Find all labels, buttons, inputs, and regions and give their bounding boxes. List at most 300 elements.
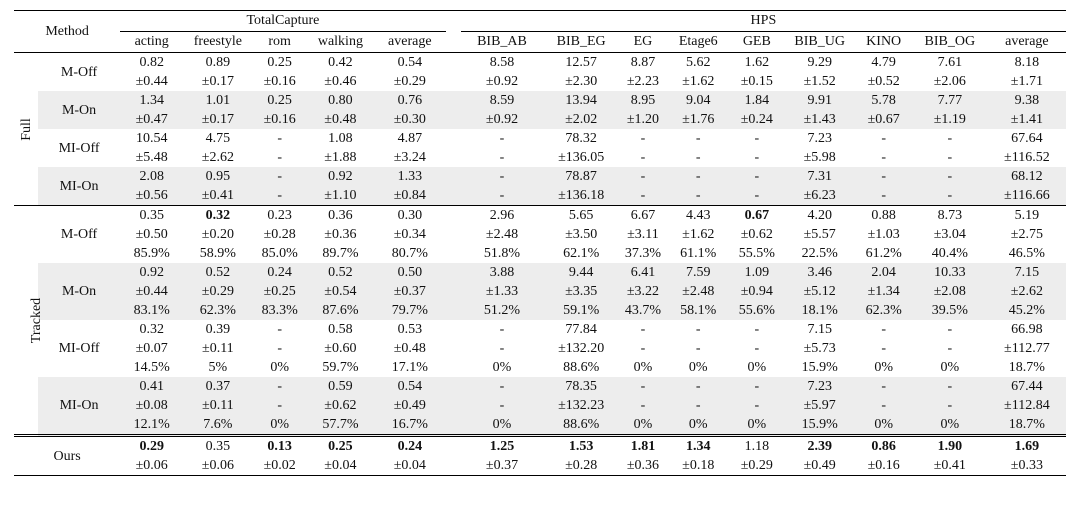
table-cell: 0% [747, 417, 767, 432]
table-cell: ±0.16 [855, 456, 911, 476]
table-cell: ±5.97 [803, 398, 836, 413]
table-cell: ±1.34 [867, 284, 900, 299]
table-cell: ±0.15 [740, 74, 773, 89]
table-cell: 68.12 [1011, 169, 1043, 184]
table-cell: ±2.48 [485, 227, 519, 242]
table-cell: 3.46 [807, 265, 832, 280]
method-name: MI-On [38, 377, 120, 436]
table-cell: ±0.41 [912, 456, 988, 476]
table-cell: - [754, 341, 760, 356]
table-cell: 6.41 [630, 265, 656, 280]
table-cell: 0.37 [205, 379, 231, 394]
gap-cell [446, 301, 461, 320]
table-cell: ±0.50 [135, 227, 168, 242]
hps-header: HPS [461, 11, 1066, 32]
gap-cell [446, 91, 461, 110]
table-cell: 1.33 [397, 169, 423, 184]
table-cell: ±5.98 [803, 150, 836, 165]
table-cell: 77.84 [565, 322, 597, 337]
table-cell: 0.24 [267, 265, 292, 280]
table-cell: - [754, 131, 760, 146]
table-cell: 1.08 [328, 131, 353, 146]
table-cell: 80.7% [391, 246, 428, 261]
table-cell: ±0.04 [307, 456, 374, 476]
table-cell: - [277, 169, 282, 184]
table-cell: ±1.20 [626, 112, 660, 127]
table-cell: 0.76 [397, 93, 423, 108]
table-cell: 0.25 [253, 53, 307, 73]
table-cell: - [881, 322, 887, 337]
table-cell: ±1.62 [682, 227, 715, 242]
table-cell: 58.9% [199, 246, 236, 261]
gap-cell [446, 186, 461, 206]
table-cell: 59.7% [322, 360, 359, 375]
table-cell: 62.1% [563, 246, 600, 261]
gap-cell [446, 282, 461, 301]
table-cell: 5.78 [871, 93, 896, 108]
table-cell: ±0.16 [263, 74, 296, 89]
table-cell: ±5.48 [135, 150, 168, 165]
method-name-ours: Ours [14, 436, 120, 476]
table-cell: - [640, 169, 646, 184]
table-cell: 2.96 [461, 206, 543, 226]
table-cell: - [754, 398, 760, 413]
table-cell: ±0.29 [730, 456, 784, 476]
gap-cell [446, 110, 461, 129]
table-cell: - [695, 322, 701, 337]
table-cell: ±0.18 [667, 456, 730, 476]
table-cell: 51.2% [483, 303, 521, 318]
table-cell: - [754, 188, 760, 203]
gap-cell [446, 167, 461, 186]
table-cell: 13.94 [565, 93, 597, 108]
table-cell: 78.87 [565, 169, 597, 184]
header-gap [446, 11, 461, 32]
table-cell: ±0.60 [324, 341, 357, 356]
table-cell: ±0.04 [374, 456, 446, 476]
table-row [14, 148, 1066, 167]
col-header-hps-etage6: Etage6 [678, 34, 718, 49]
table-cell: 7.59 [686, 265, 711, 280]
table-cell: ±0.02 [253, 456, 307, 476]
col-header-gap [446, 32, 461, 53]
table-cell: 1.53 [543, 436, 619, 457]
table-cell: 4.43 [667, 206, 730, 226]
table-cell: - [499, 169, 505, 184]
table-cell: 0% [492, 360, 512, 375]
table-cell: - [499, 188, 505, 203]
table-cell: 2.08 [139, 169, 164, 184]
table-cell: 85.0% [261, 246, 298, 261]
table-cell: 0% [688, 417, 708, 432]
table-cell: ±0.67 [867, 112, 900, 127]
table-cell: 0.24 [374, 436, 446, 457]
table-cell: 7.23 [807, 131, 832, 146]
column-header-row [14, 32, 1066, 53]
table-cell: 62.3% [199, 303, 236, 318]
col-header-hps-average: average [1005, 34, 1049, 49]
table-cell: ±6.23 [803, 188, 836, 203]
table-cell: 83.3% [261, 303, 298, 318]
table-cell: 66.98 [1011, 322, 1043, 337]
totalcapture-header: TotalCapture [120, 11, 445, 32]
table-cell: 0.50 [397, 265, 423, 280]
table-cell: 9.04 [686, 93, 711, 108]
table-cell: 59.1% [563, 303, 600, 318]
table-cell: 1.09 [744, 265, 770, 280]
table-cell: - [754, 379, 760, 394]
table-cell: 15.9% [801, 417, 838, 432]
table-cell: ±0.11 [202, 341, 234, 356]
table-row [14, 225, 1066, 244]
table-cell: 18.7% [1008, 417, 1045, 432]
table-cell: ±116.52 [1004, 150, 1050, 165]
table-cell: 0% [874, 360, 894, 375]
table-cell: ±0.24 [740, 112, 773, 127]
table-cell: - [881, 398, 887, 413]
table-cell: 1.18 [730, 436, 784, 457]
gap-cell [446, 339, 461, 358]
table-cell: ±0.17 [201, 112, 234, 127]
table-cell: 18.7% [1008, 360, 1045, 375]
table-cell: ±2.02 [565, 112, 598, 127]
table-cell: - [640, 379, 646, 394]
table-cell: ±0.06 [183, 456, 252, 476]
table-cell: 0.92 [139, 265, 164, 280]
table-cell: 0.35 [120, 206, 183, 226]
table-cell: - [499, 150, 505, 165]
table-cell: ±3.50 [565, 227, 598, 242]
table-cell: ±1.43 [803, 112, 836, 127]
table-cell: ±1.03 [867, 227, 900, 242]
table-cell: ±0.92 [485, 74, 519, 89]
table-cell: ±0.49 [784, 456, 856, 476]
table-cell: 1.34 [139, 93, 164, 108]
col-header-hps-eg: EG [633, 34, 653, 49]
table-cell: - [754, 322, 760, 337]
table-cell: ±0.08 [135, 398, 168, 413]
table-cell: ±0.29 [201, 284, 234, 299]
table-cell: ±0.94 [740, 284, 773, 299]
table-cell: 0.80 [328, 93, 353, 108]
table-cell: 0.54 [397, 379, 423, 394]
table-cell: 4.87 [397, 131, 423, 146]
table-row [14, 244, 1066, 263]
table-row [14, 186, 1066, 206]
table-cell: ±1.71 [1010, 74, 1043, 89]
table-cell: 0.53 [397, 322, 423, 337]
col-header-hps-geb: GEB [742, 34, 771, 49]
col-header-hps-bib_ug: BIB_UG [794, 34, 845, 49]
table-cell: 1.62 [730, 53, 784, 73]
table-cell: - [499, 379, 505, 394]
table-cell: - [640, 341, 646, 356]
table-cell: ±0.37 [461, 456, 543, 476]
gap-cell [446, 225, 461, 244]
table-cell: 9.38 [1014, 93, 1040, 108]
table-cell: 3.88 [489, 265, 515, 280]
table-cell: ±0.17 [201, 74, 234, 89]
table-cell: 83.1% [133, 303, 170, 318]
table-cell: 0.82 [120, 53, 183, 73]
table-cell: ±5.12 [803, 284, 836, 299]
table-cell: ±0.52 [867, 74, 900, 89]
table-cell: 1.90 [912, 436, 988, 457]
table-cell: ±5.57 [803, 227, 836, 242]
table-cell: ±1.76 [682, 112, 715, 127]
col-header-tc-walking: walking [317, 34, 363, 49]
table-cell: 0% [940, 360, 960, 375]
col-header-hps-kino: KINO [866, 34, 902, 49]
table-row [14, 110, 1066, 129]
table-cell: 1.69 [988, 436, 1066, 457]
table-cell: 0.25 [267, 93, 292, 108]
table-cell: 0.89 [183, 53, 252, 73]
table-cell: ±0.28 [543, 456, 619, 476]
results-table [14, 10, 1066, 476]
method-name: MI-On [38, 167, 120, 206]
table-cell: - [499, 341, 505, 356]
table-cell: 0% [270, 417, 289, 432]
gap-cell [446, 358, 461, 377]
table-cell: 0.52 [205, 265, 231, 280]
table-row [14, 358, 1066, 377]
table-cell: ±0.62 [324, 398, 357, 413]
table-cell: ±132.20 [558, 341, 605, 356]
table-row [14, 301, 1066, 320]
table-cell: 7.15 [807, 322, 832, 337]
table-cell: 7.61 [912, 53, 988, 73]
section-label-full [14, 53, 38, 206]
table-cell: 0% [874, 417, 894, 432]
table-cell: 4.79 [855, 53, 911, 73]
table-cell: - [695, 188, 701, 203]
table-cell: - [695, 150, 701, 165]
table-cell: - [640, 150, 646, 165]
table-cell: 2.04 [871, 265, 896, 280]
table-cell: - [695, 341, 701, 356]
table-cell: 4.75 [205, 131, 231, 146]
table-cell: - [499, 398, 505, 413]
table-cell: 0.32 [183, 206, 252, 226]
table-cell: 0% [688, 360, 708, 375]
table-cell: ±0.36 [324, 227, 357, 242]
table-cell: ±1.10 [324, 188, 357, 203]
col-header-tc-freestyle: freestyle [193, 34, 242, 49]
table-cell: ±0.28 [263, 227, 296, 242]
table-cell: 14.5% [133, 360, 170, 375]
table-cell: ±0.11 [202, 398, 234, 413]
table-cell: 0.30 [374, 206, 446, 226]
col-header-tc-acting: acting [134, 34, 169, 49]
table-cell: 0% [270, 360, 289, 375]
table-cell: ±0.44 [135, 74, 168, 89]
table-cell: 0.86 [855, 436, 911, 457]
table-cell: - [695, 379, 701, 394]
gap-cell [446, 148, 461, 167]
table-cell: - [277, 322, 282, 337]
table-cell: 9.29 [784, 53, 856, 73]
table-cell: ±2.23 [626, 74, 660, 89]
table-row [14, 91, 1066, 110]
table-row [14, 129, 1066, 148]
table-cell: 9.91 [807, 93, 832, 108]
table-cell: 2.39 [784, 436, 856, 457]
table-cell: 22.5% [801, 246, 838, 261]
table-cell: - [277, 131, 282, 146]
table-cell: - [881, 188, 887, 203]
table-cell: ±0.06 [120, 456, 183, 476]
table-cell: 0.29 [120, 436, 183, 457]
table-cell: ±2.08 [933, 284, 966, 299]
table-cell: ±0.47 [135, 112, 168, 127]
table-row [14, 396, 1066, 415]
table-cell: 0% [633, 360, 653, 375]
table-cell: 0% [747, 360, 767, 375]
table-cell: ±0.37 [393, 284, 426, 299]
table-cell: ±0.25 [263, 284, 296, 299]
table-cell: 7.31 [807, 169, 832, 184]
table-cell: 46.5% [1008, 246, 1045, 261]
col-header-tc-rom: rom [268, 34, 291, 49]
table-row [14, 167, 1066, 186]
table-cell: ±0.16 [263, 112, 296, 127]
table-cell: - [695, 169, 701, 184]
table-cell: - [499, 322, 505, 337]
table-cell: - [277, 341, 282, 356]
table-row [14, 339, 1066, 358]
table-cell: - [947, 150, 953, 165]
table-cell: - [640, 188, 646, 203]
gap-cell [446, 206, 461, 226]
table-row [14, 263, 1066, 282]
table-cell: 18.1% [801, 303, 838, 318]
table-cell: 10.33 [934, 265, 966, 280]
table-cell: 55.6% [738, 303, 775, 318]
table-cell: ±1.62 [682, 74, 715, 89]
table-cell: 17.1% [391, 360, 428, 375]
table-cell: 16.7% [391, 417, 428, 432]
table-cell: 55.5% [738, 246, 775, 261]
table-cell: - [947, 169, 953, 184]
table-cell: ±0.54 [324, 284, 357, 299]
method-name: M-Off [38, 206, 120, 264]
table-cell: 62.3% [865, 303, 902, 318]
table-cell: 8.87 [619, 53, 667, 73]
table-cell: 39.5% [931, 303, 968, 318]
table-cell: ±0.84 [393, 188, 426, 203]
table-cell: ±0.34 [393, 227, 426, 242]
table-cell: 0.13 [253, 436, 307, 457]
table-cell: 67.44 [1011, 379, 1043, 394]
table-cell: 89.7% [322, 246, 359, 261]
table-cell: ±2.30 [565, 74, 598, 89]
table-cell: 8.95 [630, 93, 656, 108]
table-cell: 67.64 [1011, 131, 1043, 146]
table-cell: ±136.18 [558, 188, 605, 203]
gap-cell [446, 415, 461, 436]
table-cell: 0% [492, 417, 512, 432]
table-cell: ±116.66 [1004, 188, 1050, 203]
table-cell: 7.15 [1014, 265, 1040, 280]
table-cell: 1.81 [619, 436, 667, 457]
table-cell: - [754, 169, 760, 184]
table-cell: ±0.92 [485, 112, 519, 127]
table-body [14, 53, 1066, 476]
table-cell: 51.8% [483, 246, 521, 261]
table-cell: 0.41 [139, 379, 164, 394]
table-cell: 0.92 [328, 169, 353, 184]
table-cell: 7.77 [937, 93, 963, 108]
table-cell: - [277, 150, 282, 165]
table-row [14, 415, 1066, 436]
method-header: Method [14, 11, 120, 53]
table-cell: 0.58 [328, 322, 353, 337]
gap-cell [446, 377, 461, 396]
table-row [14, 377, 1066, 396]
method-name: M-On [38, 91, 120, 129]
table-cell: 8.73 [912, 206, 988, 226]
table-row [14, 53, 1066, 73]
table-cell: 8.59 [489, 93, 515, 108]
table-cell: ±2.48 [682, 284, 715, 299]
method-name: MI-Off [58, 140, 100, 156]
table-cell: 15.9% [801, 360, 838, 375]
table-cell: - [277, 188, 282, 203]
table-cell: - [947, 188, 953, 203]
table-cell: ±0.48 [393, 341, 426, 356]
table-cell: - [947, 379, 953, 394]
table-cell: 88.6% [563, 360, 600, 375]
table-cell: ±3.04 [933, 227, 966, 242]
table-row [14, 282, 1066, 301]
table-row [14, 320, 1066, 339]
table-cell: - [947, 341, 953, 356]
table-cell: ±0.07 [135, 341, 168, 356]
table-cell: 7.6% [203, 417, 233, 432]
table-cell: 61.2% [865, 246, 902, 261]
table-cell: - [499, 131, 505, 146]
table-cell: 0% [633, 417, 653, 432]
table-cell: ±3.11 [627, 227, 659, 242]
table-cell: ±0.46 [324, 74, 357, 89]
table-cell: - [881, 341, 887, 356]
table-cell: 37.3% [624, 246, 662, 261]
table-cell: 61.1% [680, 246, 717, 261]
gap-cell [446, 456, 461, 476]
table-cell: - [277, 398, 282, 413]
table-cell: 0.32 [139, 322, 164, 337]
table-cell: - [881, 131, 887, 146]
table-cell: ±3.24 [393, 150, 426, 165]
table-row [14, 206, 1066, 226]
col-header-hps-bib_og: BIB_OG [924, 34, 976, 49]
table-cell: 1.34 [667, 436, 730, 457]
table-cell: - [881, 169, 887, 184]
table-cell: 78.35 [565, 379, 597, 394]
table-row-ours [14, 456, 1066, 476]
method-name: MI-Off [58, 341, 100, 356]
gap-cell [446, 244, 461, 263]
table-cell: ±1.52 [803, 74, 836, 89]
table-cell: ±1.88 [324, 150, 357, 165]
table-cell: - [695, 398, 701, 413]
table-cell: - [640, 322, 646, 337]
table-cell: ±136.05 [558, 150, 605, 165]
table-cell: - [640, 131, 646, 146]
table-cell: 9.44 [568, 265, 594, 280]
table-cell: 0.95 [205, 169, 231, 184]
